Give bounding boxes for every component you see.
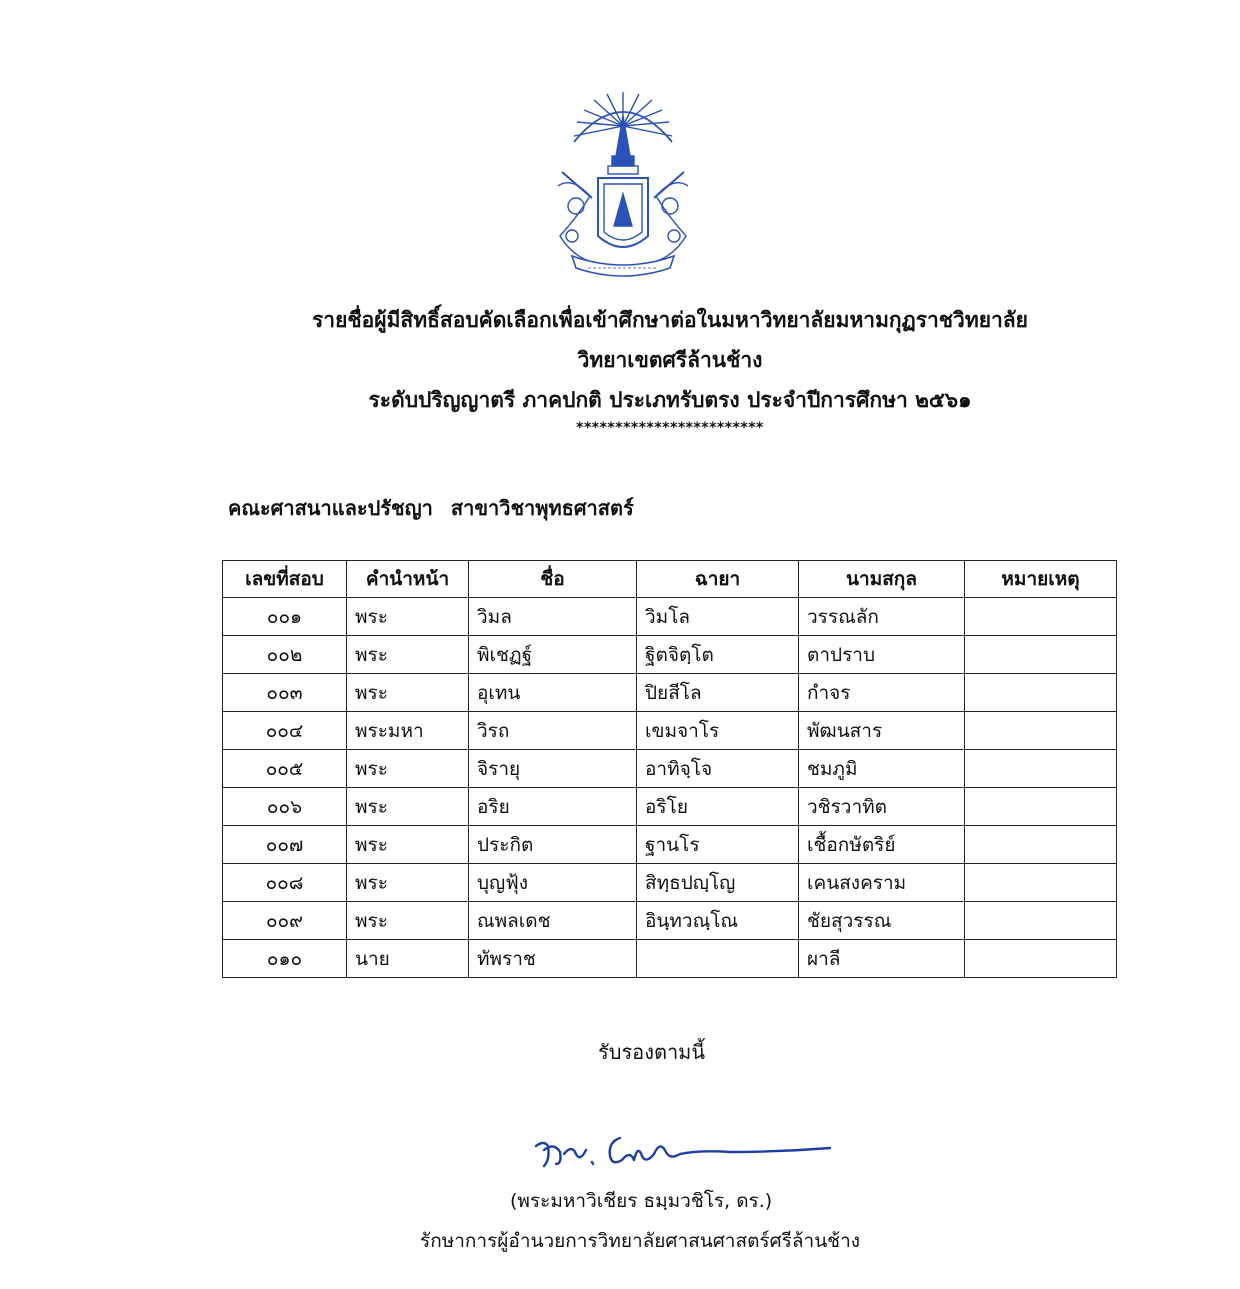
- faculty-name: คณะศาสนาและปรัชญา: [228, 496, 433, 520]
- table-row: [223, 674, 1117, 712]
- cell-prefix: พระ: [347, 864, 469, 902]
- cell-name: ณพลเดช: [469, 902, 637, 940]
- cell-surname: วรรณลัก: [799, 598, 965, 636]
- cell-dharma-name: [637, 940, 799, 978]
- cell-prefix: พระ: [347, 674, 469, 712]
- cell-prefix: พระ: [347, 826, 469, 864]
- cell-surname: ชัยสุวรรณ: [799, 902, 965, 940]
- table-row: [223, 788, 1117, 826]
- cell-prefix: พระ: [347, 750, 469, 788]
- cell-dharma-name: วิมโล: [637, 598, 799, 636]
- cell-exam-no: ๐๐๗: [223, 826, 347, 864]
- cell-note: [965, 598, 1117, 636]
- cell-name: วิมล: [469, 598, 637, 636]
- cell-name: บุญฟุ้ง: [469, 864, 637, 902]
- university-emblem: [552, 86, 694, 286]
- cell-exam-no: ๐๐๙: [223, 902, 347, 940]
- title-line-2: วิทยาเขตศรีล้านช้าง: [577, 348, 763, 372]
- column-header-note: หมายเหตุ: [965, 561, 1117, 598]
- cell-name: อุเทน: [469, 674, 637, 712]
- signer-name: (พระมหาวิเชียร ธมฺมวชิโร, ดร.): [510, 1190, 773, 1212]
- candidate-table: [222, 560, 1117, 978]
- column-header-dharma-name: ฉายา: [637, 561, 799, 598]
- cell-note: [965, 674, 1117, 712]
- table-row: [223, 598, 1117, 636]
- cell-note: [965, 902, 1117, 940]
- cell-prefix: พระ: [347, 788, 469, 826]
- title-line-1: รายชื่อผู้มีสิทธิ์สอบคัดเลือกเพื่อเข้าศึกษาต่อในมหาวิทยาลัยมหามกุฏราชวิทยาลัย: [312, 308, 1028, 332]
- cell-note: [965, 864, 1117, 902]
- table-row: [223, 636, 1117, 674]
- table-header-row: [223, 561, 1117, 598]
- certification-text: รับรองตามนี้: [598, 1040, 706, 1064]
- cell-surname: กำจร: [799, 674, 965, 712]
- cell-dharma-name: อินฺทวณฺโณ: [637, 902, 799, 940]
- table-row: [223, 712, 1117, 750]
- cell-note: [965, 940, 1117, 978]
- table-row: [223, 902, 1117, 940]
- table-row: [223, 940, 1117, 978]
- table-row: [223, 864, 1117, 902]
- cell-exam-no: ๐๐๘: [223, 864, 347, 902]
- cell-surname: ผาลี: [799, 940, 965, 978]
- table-row: [223, 750, 1117, 788]
- cell-exam-no: ๐๐๒: [223, 636, 347, 674]
- cell-dharma-name: เขมจาโร: [637, 712, 799, 750]
- cell-surname: ตาปราบ: [799, 636, 965, 674]
- cell-surname: เชื้อกษัตริย์: [799, 826, 965, 864]
- cell-dharma-name: อาทิจฺโจ: [637, 750, 799, 788]
- cell-surname: เคนสงคราม: [799, 864, 965, 902]
- title-line-3: ระดับปริญญาตรี ภาคปกติ ประเภทรับตรง ประจำปีการศึกษา ๒๕๖๑: [368, 388, 972, 412]
- table-row: [223, 826, 1117, 864]
- cell-note: [965, 712, 1117, 750]
- cell-exam-no: ๐๐๖: [223, 788, 347, 826]
- cell-prefix: พระ: [347, 598, 469, 636]
- cell-surname: ชมภูมิ: [799, 750, 965, 788]
- cell-name: อริย: [469, 788, 637, 826]
- cell-name: วิรถ: [469, 712, 637, 750]
- cell-surname: พัฒนสาร: [799, 712, 965, 750]
- cell-name: จิรายุ: [469, 750, 637, 788]
- cell-dharma-name: ฐานโร: [637, 826, 799, 864]
- cell-dharma-name: อริโย: [637, 788, 799, 826]
- cell-exam-no: ๐๐๑: [223, 598, 347, 636]
- cell-note: [965, 750, 1117, 788]
- cell-prefix: พระ: [347, 902, 469, 940]
- title-separator: ************************: [576, 420, 764, 436]
- column-header-name: ชื่อ: [469, 561, 637, 598]
- cell-note: [965, 636, 1117, 674]
- signer-position: รักษาการผู้อำนวยการวิทยาลัยศาสนศาสตร์ศรีล้านช้าง: [420, 1230, 861, 1252]
- cell-prefix: พระมหา: [347, 712, 469, 750]
- cell-exam-no: ๐๑๐: [223, 940, 347, 978]
- column-header-prefix: คำนำหน้า: [347, 561, 469, 598]
- cell-name: ทัพราช: [469, 940, 637, 978]
- cell-prefix: นาย: [347, 940, 469, 978]
- cell-exam-no: ๐๐๕: [223, 750, 347, 788]
- cell-surname: วชิรวาทิต: [799, 788, 965, 826]
- cell-note: [965, 826, 1117, 864]
- cell-name: ประกิต: [469, 826, 637, 864]
- program-name: สาขาวิชาพุทธศาสตร์: [450, 496, 634, 520]
- cell-prefix: พระ: [347, 636, 469, 674]
- column-header-surname: นามสกุล: [799, 561, 965, 598]
- column-header-exam-no: เลขที่สอบ: [223, 561, 347, 598]
- cell-dharma-name: สิทฺธปญฺโญ: [637, 864, 799, 902]
- faculty-heading: [228, 492, 634, 524]
- cell-name: พิเชฏฐ์: [469, 636, 637, 674]
- cell-dharma-name: ฐิตจิตฺโต: [637, 636, 799, 674]
- cell-exam-no: ๐๐๓: [223, 674, 347, 712]
- cell-dharma-name: ปิยสีโล: [637, 674, 799, 712]
- handwritten-signature: [530, 1120, 840, 1180]
- cell-note: [965, 788, 1117, 826]
- cell-exam-no: ๐๐๔: [223, 712, 347, 750]
- document-title-block: [220, 300, 1120, 436]
